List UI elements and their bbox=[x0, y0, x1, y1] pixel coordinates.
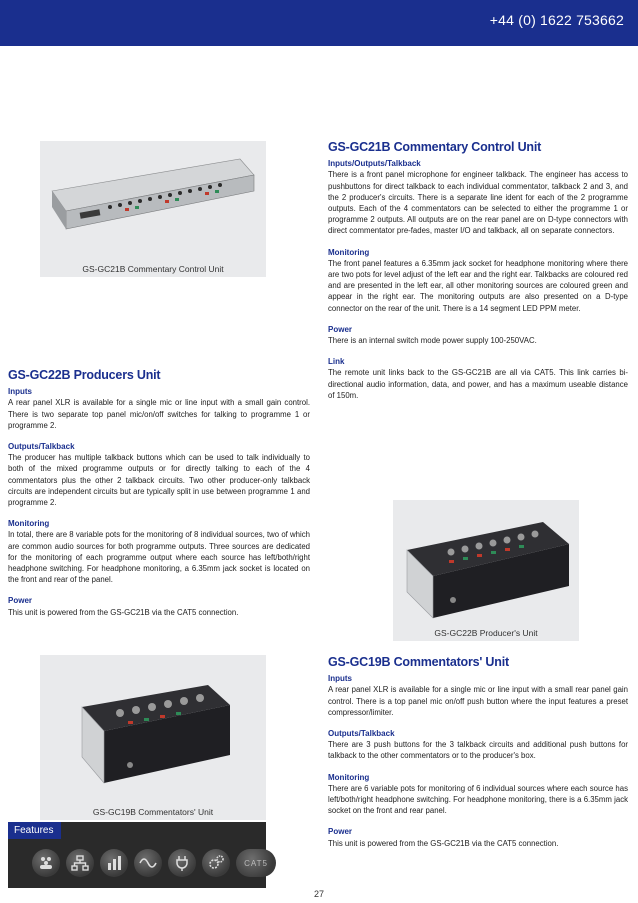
subheading: Monitoring bbox=[328, 772, 370, 782]
figure-caption-gc22b: GS-GC22B Producer's Unit bbox=[434, 628, 538, 638]
paragraph: There are 6 variable pots for monitoring of 6 individual sources where each source has left/both/right headphone switching. For headphone monitoring, there is a 6.35mm jack socket on the front and rear panel. bbox=[328, 783, 628, 816]
paragraph: There is an internal switch mode power supply 100-250VAC. bbox=[328, 336, 537, 346]
phone-number: +44 (0) 1622 753662 bbox=[489, 12, 624, 28]
subheading: Power bbox=[8, 596, 33, 606]
subheading: Inputs bbox=[328, 674, 352, 684]
subheading: Outputs/Talkback bbox=[8, 442, 75, 452]
features-panel bbox=[8, 822, 266, 888]
features-icons bbox=[32, 849, 276, 877]
section-gc21b bbox=[328, 142, 628, 411]
subheading: Monitoring bbox=[328, 247, 370, 257]
figure-gc22b bbox=[393, 500, 579, 641]
paragraph: This unit is powered from the GS-GC21B via the CAT5 connection. bbox=[8, 607, 239, 617]
header-bar bbox=[0, 0, 638, 46]
paragraph: The front panel features a 6.35mm jack socket for headphone monitoring where there are two pots for level adjust of the left ear and the right ear. Talkbacks are coloured red and are presented in the left ear, all other monitoring sources are coloured green and appear in the right ear. The monitoring outputs are also presented on a D-type connector on the rear of the unit. There is a 14 segment LED PPM meter. bbox=[328, 258, 628, 313]
cat5-label: CAT5 bbox=[244, 858, 268, 868]
heading-gc19b: GS-GC19B Commentators' Unit bbox=[328, 655, 509, 669]
section-gc22b bbox=[8, 370, 310, 628]
figure-caption-gc21b: GS-GC21B Commentary Control Unit bbox=[82, 264, 224, 274]
subheading: Inputs bbox=[8, 387, 32, 397]
subheading: Inputs/Outputs/Talkback bbox=[328, 159, 421, 169]
power-plug-icon bbox=[168, 849, 196, 877]
subheading: Power bbox=[328, 324, 353, 334]
paragraph: This unit is powered from the GS-GC21B via the CAT5 connection. bbox=[328, 838, 559, 848]
figure-gc19b bbox=[40, 655, 266, 820]
paragraph: The remote unit links back to the GS-GC21B are all via CAT5. This link carries bi-directional audio information, data, and power, and has a maximum useable distance of 150m. bbox=[328, 368, 628, 400]
paragraph: There is a front panel microphone for engineer talkback. The engineer has access to pushbuttons for direct talkback to each individual commentator, talkback 2 and 3, and the 2 producer's circuits. There is a separate line ident for each of the 2 programme outputs. Each of the 4 commentators can be selected to either the programme 1 or programme 2 outputs. All outputs are on the rear panel are on D-type connectors with direct commentator pre-fades, master I/O and talkback, all on separate connectors. bbox=[328, 170, 628, 236]
gc22b-unit-image bbox=[393, 500, 579, 625]
subheading: Power bbox=[328, 827, 353, 837]
gc19b-unit-image bbox=[40, 655, 266, 800]
paragraph: A rear panel XLR is available for a single mic or line input with a small rear panel gain control. There is a top panel mic on/off push button where the input features a preset compressor/limiter. bbox=[328, 685, 628, 717]
page-number: 27 bbox=[313, 889, 324, 899]
cat5-icon bbox=[236, 849, 276, 877]
network-icon bbox=[66, 849, 94, 877]
paragraph: There are 3 push buttons for the 3 talkback circuits and additional push buttons for talkback to the other commentators or to the producer's box. bbox=[328, 740, 628, 761]
figure-gc21b bbox=[40, 141, 266, 277]
section-gc19b bbox=[328, 657, 628, 859]
figure-caption-gc19b: GS-GC19B Commentators' Unit bbox=[92, 807, 214, 817]
settings-gears-icon bbox=[202, 849, 230, 877]
paragraph: The producer has multiple talkback buttons which can be used to talk individually to both of the mixed programme outputs or for directly talking to each of the 4 commentators plus the other 2 talkback circuits. Two other producer-only talkback circuits are independent circuits but are typically split in use between programme 1 and programme 2. bbox=[8, 453, 310, 508]
subheading: Link bbox=[328, 357, 345, 367]
level-meter-icon bbox=[100, 849, 128, 877]
people-group-icon bbox=[32, 849, 60, 877]
waveform-icon bbox=[134, 849, 162, 877]
features-title: Features bbox=[8, 822, 61, 839]
heading-gc22b: GS-GC22B Producers Unit bbox=[8, 368, 161, 382]
paragraph: A rear panel XLR is available for a single mic or line input with a small gain control. There is two separate top panel mic/on/off switches for talking to programme 1 or programme 2. bbox=[8, 398, 310, 430]
gc21b-unit-image bbox=[40, 141, 266, 261]
subheading: Outputs/Talkback bbox=[328, 729, 395, 739]
paragraph: In total, there are 8 variable pots for the monitoring of 8 individual sources, two of which are common audio sources for both programme outputs. Three sources are dedicated for the monitoring of each programme output where each source has left/both/right headphone switching. For headphone monitoring, a 6.35mm jack socket is located on the front and rear of the panel. bbox=[8, 530, 310, 585]
subheading: Monitoring bbox=[8, 519, 50, 529]
heading-gc21b: GS-GC21B Commentary Control Unit bbox=[328, 140, 542, 154]
